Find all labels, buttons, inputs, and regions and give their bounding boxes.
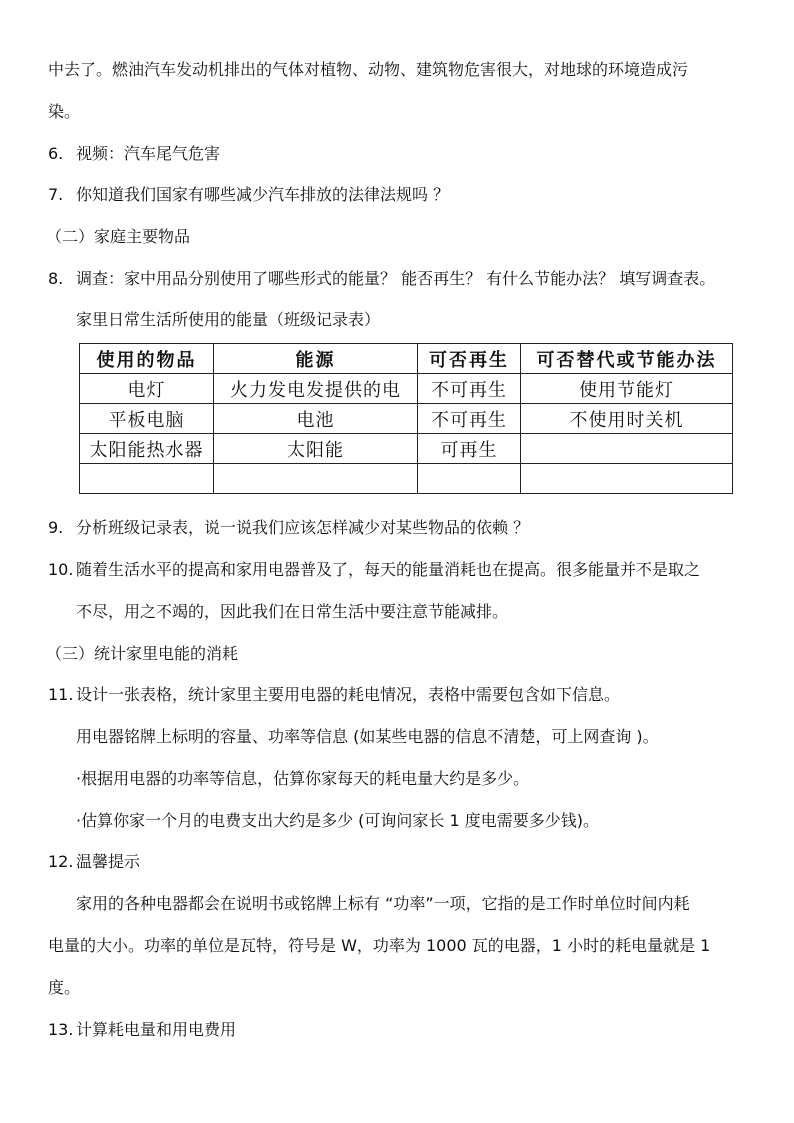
paragraph-line: 度。 [48, 978, 81, 997]
list-item-7 [48, 184, 449, 206]
item-text: 视频：汽车尾气危害 [76, 144, 221, 163]
list-item-8 [48, 268, 715, 290]
table-header-row [80, 344, 733, 374]
list-item-13 [48, 1019, 236, 1041]
item-number: 10. [48, 560, 74, 579]
list-item-9 [48, 517, 529, 539]
table-row [80, 434, 733, 464]
paragraph-line: 电量的大小。功率的单位是瓦特，符号是 W，功率为 1000 瓦的电器，1 小时的耗电量就是 1 [48, 936, 711, 955]
section-heading: （三）统计家里电能的消耗 [46, 644, 239, 663]
table-cell [214, 464, 418, 494]
item-text: 分析班级记录表，说一说我们应该怎样减少对某些物品的依赖 ？ [76, 518, 530, 537]
header-cell: 可否再生 [418, 344, 521, 374]
energy-record-table [79, 343, 733, 494]
item-text: 温馨提示 [76, 852, 141, 871]
item-text: 随着生活水平的提高和家用电器普及了，每天的能量消耗也在提高。很多能量并不是取之 [76, 560, 701, 579]
paragraph-line: ·根据用电器的功率等信息，估算你家每天的耗电量大约是多少。 [76, 769, 530, 788]
list-item-12 [48, 851, 140, 873]
header-cell: 可否替代或节能办法 [521, 344, 733, 374]
table-caption: 家里日常生活所使用的能量（班级记录表） [76, 310, 381, 329]
table-cell: 火力发电发提供的电 [214, 374, 418, 404]
paragraph-line: 中去了。燃油汽车发动机排出的气体对植物、动物、建筑物危害很大，对地球的环境造成污 [48, 60, 689, 79]
item-number: 8. [48, 269, 64, 288]
table-cell: 太阳能热水器 [80, 434, 214, 464]
item-number: 7. [48, 185, 64, 204]
paragraph-line: 不尽，用之不竭的，因此我们在日常生活中要注意节能减排。 [76, 602, 509, 621]
table-row [80, 404, 733, 434]
table-cell: 电灯 [80, 374, 214, 404]
table-cell: 可再生 [418, 434, 521, 464]
table-cell [418, 464, 521, 494]
table-row [80, 464, 733, 494]
table-cell: 平板电脑 [80, 404, 214, 434]
table-cell: 电池 [214, 404, 418, 434]
table-cell: 太阳能 [214, 434, 418, 464]
list-item-11 [48, 684, 620, 706]
section-heading: （二）家庭主要物品 [46, 227, 191, 246]
header-cell: 使用的物品 [80, 344, 214, 374]
list-item-6 [48, 143, 220, 165]
item-number: 11. [48, 685, 74, 704]
item-text: 调查：家中用品分别使用了哪些形式的能量？ 能否再生？ 有什么节能办法？ 填写调查表。 [76, 269, 716, 288]
table-cell [80, 464, 214, 494]
item-text: 你知道我们国家有哪些减少汽车排放的法律法规吗 ？ [76, 185, 450, 204]
table-row [80, 374, 733, 404]
table-cell: 不可再生 [418, 374, 521, 404]
paragraph-line: 家用的各种电器都会在说明书或铭牌上标有 “功率”一项，它指的是工作时单位时间内耗 [76, 894, 690, 913]
paragraph-line: 用电器铭牌上标明的容量、功率等信息 (如某些电器的信息不清楚，可上网查询 )。 [76, 727, 659, 746]
table-cell [521, 434, 733, 464]
header-cell: 能源 [214, 344, 418, 374]
item-text: 计算耗电量和用电费用 [76, 1020, 237, 1039]
item-text: 设计一张表格，统计家里主要用电器的耗电情况，表格中需要包含如下信息。 [76, 685, 621, 704]
item-number: 9. [48, 518, 64, 537]
item-number: 6. [48, 144, 64, 163]
table-cell: 不可再生 [418, 404, 521, 434]
item-number: 12. [48, 852, 74, 871]
table-cell: 不使用时关机 [521, 404, 733, 434]
paragraph-line: ·估算你家一个月的电费支出大约是多少 (可询问家长 1 度电需要多少钱)。 [76, 811, 600, 830]
list-item-10 [48, 559, 700, 581]
item-number: 13. [48, 1020, 74, 1039]
table-cell [521, 464, 733, 494]
table-cell: 使用节能灯 [521, 374, 733, 404]
paragraph-line: 染。 [48, 102, 81, 121]
